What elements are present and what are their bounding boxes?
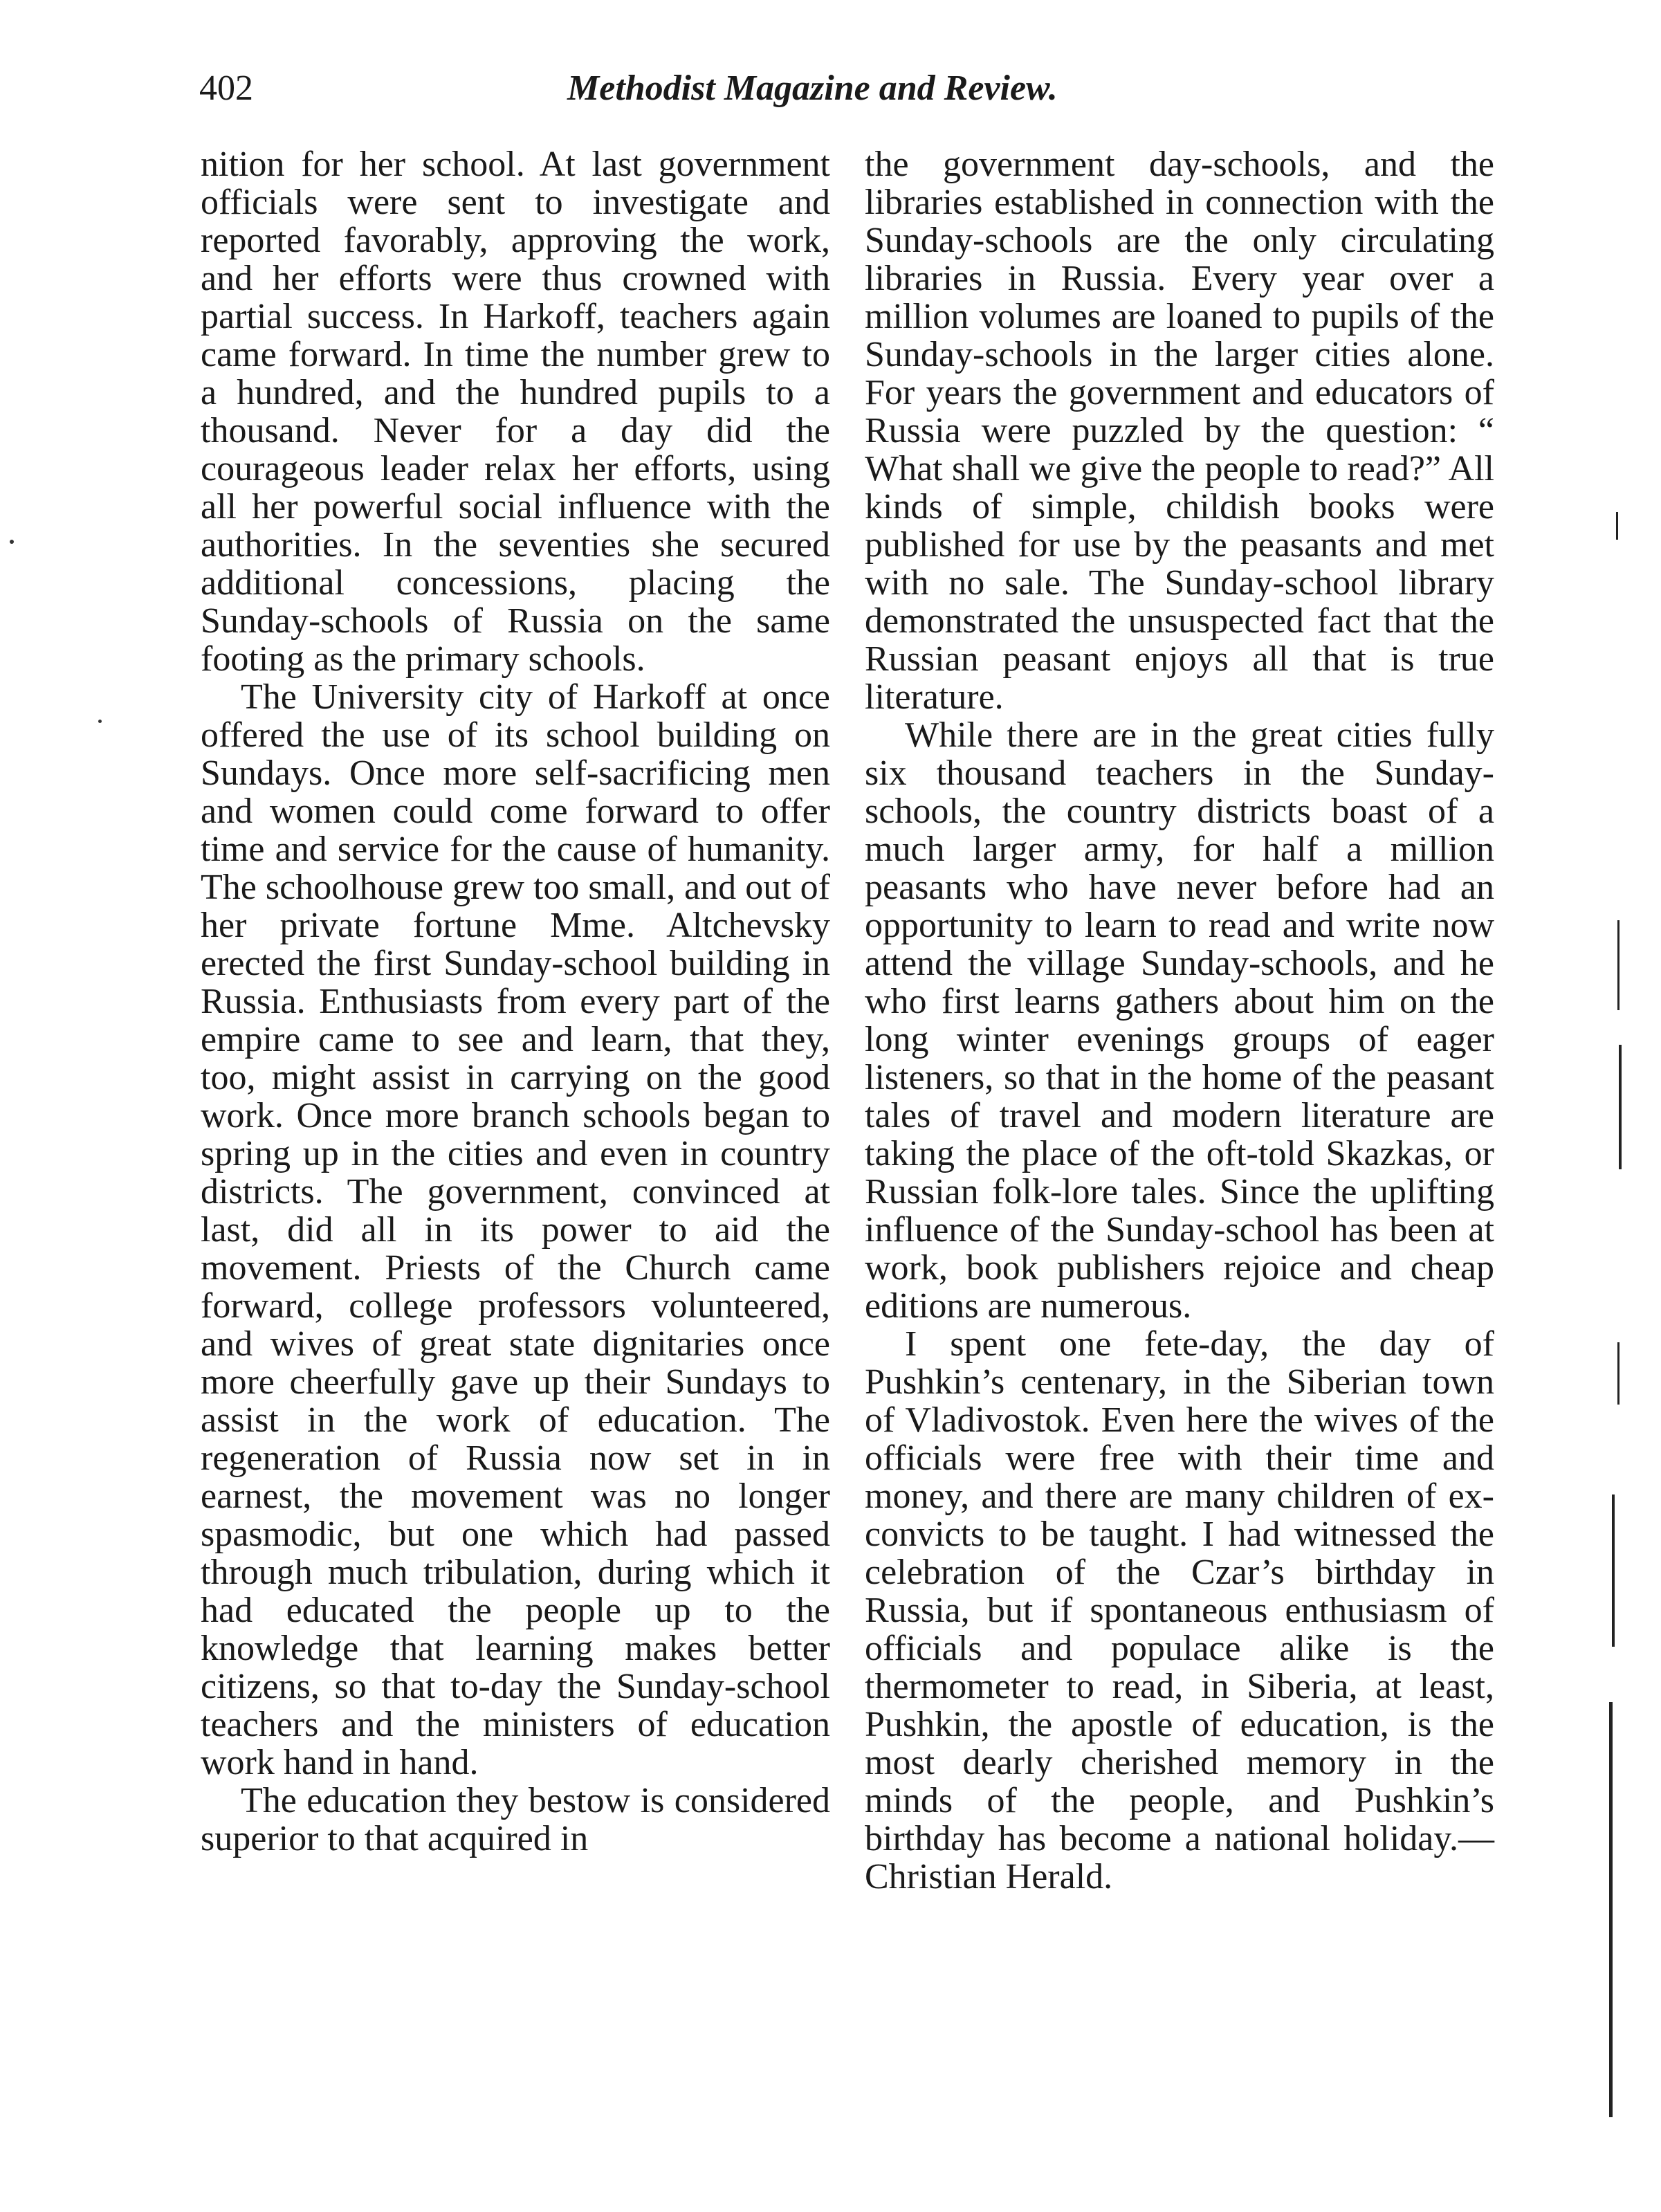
left-paragraph-3: The education they bestow is considered superior to that acquired in (201, 1781, 830, 1858)
right-paragraph-3: I spent one fete-day, the day of Pushkin’s centenary, in the Siberian town of Vladivostok. Even here the wives of the officials were free with their time and money, and there are many children of ex-convicts to be taught. I had witnessed the celebration of the Czar’s birthday in Russia, but if spontaneous enthusiasm of officials and populace alike is the thermometer to read, in Siberia, at least, Pushkin, the apostle of education, is the most dearly cherished memory in the minds of the people, and Pushkin’s birthday has become a national holiday.—Christian Herald. (865, 1324, 1494, 1896)
running-title: Methodist Magazine and Review. (567, 68, 1058, 108)
page-header (0, 61, 1661, 116)
binding-edge-mark (1619, 1045, 1622, 1169)
binding-edge-mark (1616, 512, 1618, 540)
right-paragraph-1: the government day-schools, and the libraries established in connection with the Sunday-schools are the only circulating libraries in Russia. Every year over a million volumes are loaned to pupils of the Sunday-schools in the larger cities alone. For years the government and educators of Russia were puzzled by the question: “ What shall we give the people to read?” All kinds of simple, childish books were published for use by the peasants and met with no sale. The Sunday-school library demonstrated the unsuspected fact that the Russian peasant enjoys all that is true literature. (865, 145, 1494, 717)
binding-edge-mark (1609, 1702, 1613, 2117)
page-number: 402 (199, 68, 253, 108)
scan-speck (98, 720, 102, 723)
left-paragraph-1: nition for her school. At last government officials were sent to investigate and reported favorably, approving the work, and her efforts were thus crowned with partial success. In Harkoff, teachers again came forward. In time the number grew to a hundred, and the hundred pupils to a thousand. Never for a day did the courageous leader relax her efforts, using all her powerful social influence with the authorities. In the seventies she secured additional concessions, placing the Sunday-schools of Russia on the same footing as the primary schools. (201, 145, 830, 679)
binding-edge-mark (1617, 920, 1619, 1010)
left-paragraph-2: The University city of Harkoff at once offered the use of its school building on Sundays. Once more self-sacrificing men and women could come forward to offer time and service for the cause of humanity. The schoolhouse grew too small, and out of her private fortune Mme. Altchevsky erected the first Sunday-school building in Russia. Enthusiasts from every part of the empire came to see and learn, that they, too, might assist in carrying on the good work. Once more branch schools began to spring up in the cities and even in country districts. The government, convinced at last, did all in its power to aid the movement. Priests of the Church came forward, college professors volunteered, and wives of great state dignitaries once more cheerfully gave up their Sundays to assist in the work of education. The regeneration of Russia now set in in earnest, the movement was no longer spasmodic, but one which had passed through much tribulation, during which it had educated the people up to the knowledge that learning makes better citizens, so that to-day the Sunday-school teachers and the ministers of education work hand in hand. (201, 677, 830, 1782)
left-column (201, 145, 830, 1858)
binding-edge-mark (1612, 1495, 1615, 1647)
binding-edge-mark (1617, 1342, 1619, 1405)
right-paragraph-2: While there are in the great cities fully six thousand teachers in the Sunday-schools, the country districts boast of a much larger army, for half a million peasants who have never before had an opportunity to learn to read and write now attend the village Sunday-schools, and he who first learns gathers about him on the long winter evenings groups of eager listeners, so that in the home of the peasant tales of travel and modern literature are taking the place of the oft-told Skazkas, or Russian folk-lore tales. Since the uplifting influence of the Sunday-school has been at work, book publishers rejoice and cheap editions are numerous. (865, 715, 1494, 1326)
scan-speck (10, 540, 14, 544)
right-column (865, 145, 1494, 1896)
